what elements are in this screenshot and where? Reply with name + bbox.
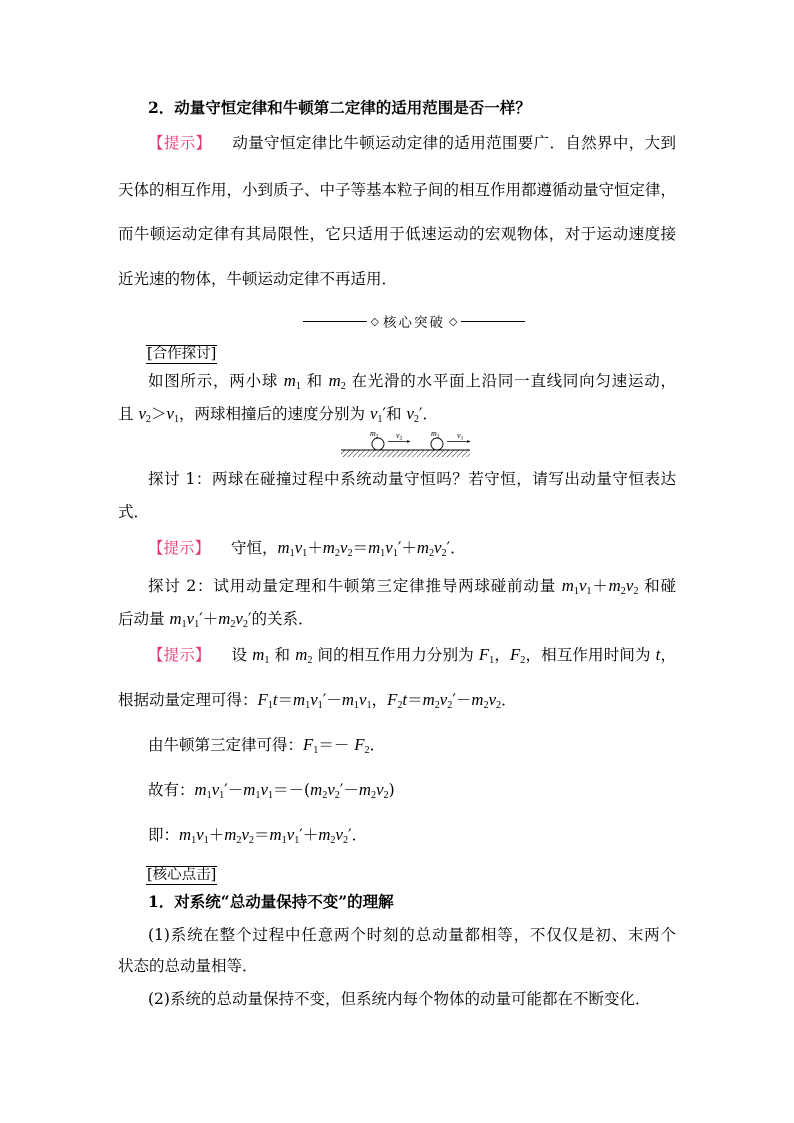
math-symbol: v — [310, 690, 318, 709]
text-run: 守恒， — [231, 539, 278, 557]
diamond-icon: ◇ — [370, 314, 379, 328]
subscript: 2 — [364, 744, 370, 756]
text-run: 故有： — [148, 781, 195, 799]
subscript: 2 — [230, 618, 236, 630]
math-symbol: v — [369, 404, 378, 423]
subscript: 1 — [264, 654, 270, 666]
math-symbol: v — [406, 404, 414, 423]
text-run: 探讨 1：两球在碰撞过程中系统动量守恒吗？若守恒，请写出动量守恒表达 — [148, 470, 676, 488]
subscript: 2 — [340, 380, 346, 392]
math-symbol: v — [196, 825, 204, 844]
subscript: 2 — [248, 834, 255, 846]
subscript: 2 — [483, 699, 489, 711]
subscript: 1 — [295, 380, 301, 392]
discussion-question-line — [118, 502, 149, 522]
math-symbol: v — [241, 825, 249, 844]
subscript: 2 — [342, 834, 349, 846]
text-run: 而牛顿运动定律有其局限性，它只适用于低速运动的宏观物体，对于运动速度接 — [118, 225, 676, 243]
key-point-line — [148, 925, 676, 945]
discussion-question-line — [148, 576, 676, 596]
question-title: 2．动量守恒定律和牛顿第二定律的适用范围是否一样？ — [148, 98, 531, 117]
subscript: 1 — [219, 789, 225, 801]
subscript: 2 — [447, 699, 453, 711]
math-symbol: m — [608, 576, 621, 595]
math-symbol: v — [488, 690, 497, 709]
text-run: ＋ — [208, 826, 225, 844]
math-symbol: m — [295, 645, 308, 664]
subscript: 2 — [520, 654, 526, 666]
subscript: 2 — [145, 413, 151, 425]
text-run: ′和 — [382, 405, 407, 423]
subscript: 1 — [489, 654, 495, 666]
text-run: 和 — [300, 372, 329, 390]
hint-tag: 【提示】 — [148, 539, 211, 557]
text-run: 由牛顿第三定律可得： — [148, 736, 304, 754]
math-symbol: m — [293, 690, 306, 709]
text-run: ＝ — [352, 539, 369, 557]
text-run: ′－ — [322, 691, 342, 709]
section-divider — [303, 311, 525, 331]
diamond-icon: ◇ — [449, 314, 458, 328]
subscript: 1 — [294, 834, 300, 846]
math-symbol: m — [277, 538, 290, 557]
hint-tag: 【提示】 — [148, 646, 211, 664]
math-symbol: m — [561, 576, 574, 595]
math-symbol: m — [422, 690, 435, 709]
math-symbol: m — [243, 780, 256, 799]
math-symbol: v — [385, 538, 393, 557]
discussion-intro-line — [148, 371, 676, 391]
discussion-question-line — [118, 609, 314, 629]
text-run: ′． — [446, 539, 466, 557]
math-symbol: v — [359, 690, 367, 709]
text-run: ＞ — [150, 405, 167, 423]
text-run: ， — [494, 646, 511, 664]
discussion-answer-line — [148, 825, 367, 845]
math-symbol: F — [354, 735, 365, 754]
subscript: 2 — [397, 699, 403, 711]
subscript: 1 — [191, 834, 197, 846]
math-symbol: t — [402, 690, 408, 709]
hint-line — [118, 269, 397, 289]
subscript: 1 — [353, 699, 360, 711]
discussion-answer-line — [148, 645, 676, 665]
subscript: 2 — [383, 789, 389, 801]
subscript: 1 — [173, 413, 180, 425]
text-run: ′． — [348, 826, 368, 844]
hint-tag: 【提示】 — [148, 134, 212, 152]
subscript: 2 — [370, 789, 377, 801]
ball-left — [372, 438, 384, 450]
subscript: 1 — [203, 834, 209, 846]
math-symbol: m — [471, 690, 484, 709]
math-symbol: m — [269, 825, 282, 844]
text-run: 设 — [231, 646, 253, 664]
subscript: 2 — [307, 654, 313, 666]
divider-rule-left — [303, 321, 367, 322]
text-run: (1)系统在整个过程中任意两个时刻的总动量都相等，不仅仅是初、末两个 — [148, 926, 676, 944]
math-symbol: m — [224, 825, 237, 844]
text-run: ′－ — [452, 691, 472, 709]
ball-right-velocity-label: v1 — [457, 431, 464, 442]
math-symbol: v — [434, 538, 442, 557]
text-run: 近光速的物体，牛顿运动定律不再适用． — [118, 270, 398, 288]
text-run: ＝－( — [273, 781, 311, 799]
math-symbol: v — [166, 404, 174, 423]
divider-rule-right — [461, 321, 525, 322]
math-symbol: m — [328, 371, 341, 390]
subscript: 2 — [334, 547, 340, 559]
text-run: ＝－ — [318, 736, 355, 754]
math-symbol: F — [387, 690, 398, 709]
text-run: ． — [369, 736, 386, 754]
key-point-line — [148, 989, 650, 1009]
math-symbol: m — [310, 780, 323, 799]
text-run: 根据动量定理可得： — [118, 691, 258, 709]
text-run: 后动量 — [118, 610, 170, 628]
subscript: 2 — [347, 547, 353, 559]
text-run: ′－ — [339, 781, 359, 799]
discussion-answer-line — [148, 735, 385, 755]
text-run: ＝ — [277, 691, 294, 709]
subscript: 1 — [366, 699, 372, 711]
collision-figure — [338, 427, 474, 461]
text-run: ，相互作用时间为 — [525, 646, 656, 664]
math-symbol: F — [478, 645, 490, 664]
math-symbol: v — [186, 609, 195, 628]
text-run: ′． — [419, 405, 439, 423]
key-points-title: 1．对系统“总动量保持不变”的理解 — [148, 892, 394, 911]
divider-label: 核心突破 — [383, 315, 445, 331]
math-symbol: v — [211, 780, 220, 799]
text-run: 状态的总动量相等． — [118, 957, 258, 975]
math-symbol: m — [416, 538, 429, 557]
text-run: 动量守恒定律比牛顿运动定律的适用范围要广．自然界中，大到 — [232, 134, 676, 152]
subscript: 1 — [317, 699, 323, 711]
math-symbol: m — [318, 825, 331, 844]
math-symbol: v — [376, 780, 384, 799]
discussion-answer-line — [118, 690, 517, 710]
math-symbol: F — [303, 735, 314, 754]
math-symbol: m — [368, 538, 381, 557]
subscript: 1 — [302, 547, 308, 559]
subscript: 1 — [289, 547, 295, 559]
hint-line — [118, 180, 676, 200]
text-run: ＝ — [407, 691, 423, 709]
ball-right-mass-label: m1 — [431, 429, 440, 440]
text-run: ′＋ — [397, 539, 417, 557]
text-run: 和碰 — [638, 577, 676, 595]
subscript: 1 — [206, 789, 212, 801]
math-symbol: t — [655, 645, 661, 664]
subscript: 2 — [496, 699, 502, 711]
subscript: 1 — [380, 547, 386, 559]
math-symbol: F — [257, 690, 268, 709]
text-run: (2)系统的总动量保持不变，但系统内每个物体的动量可能都在不断变化． — [148, 990, 651, 1008]
text-run: ′＋ — [299, 826, 319, 844]
hint-line — [148, 133, 676, 153]
subscript: 2 — [330, 834, 336, 846]
key-point-line — [118, 956, 258, 976]
subscript: 2 — [322, 789, 328, 801]
text-run: 探讨 2：试用动量定理和牛顿第三定律推导两球碰前动量 — [148, 577, 562, 595]
subscript: 1 — [586, 585, 592, 597]
text-run: ＋ — [591, 577, 609, 595]
discussion-answer-line — [148, 538, 466, 558]
math-symbol: v — [578, 576, 587, 595]
subscript: 1 — [281, 834, 287, 846]
text-run: 如图所示，两小球 — [148, 372, 284, 390]
subscript: 2 — [334, 789, 340, 801]
subscript: 1 — [377, 413, 383, 425]
math-symbol: v — [439, 690, 448, 709]
math-symbol: m — [322, 538, 335, 557]
math-symbol: v — [286, 825, 295, 844]
math-symbol: v — [235, 609, 243, 628]
math-symbol: v — [327, 780, 335, 799]
math-symbol: v — [138, 404, 146, 423]
discussion-intro-line — [118, 404, 438, 424]
subscript: 1 — [392, 547, 398, 559]
subscript: 2 — [242, 618, 248, 630]
math-symbol: m — [194, 780, 207, 799]
text-run: ′的关系． — [247, 610, 314, 628]
ball-left-velocity-label: v2 — [396, 431, 403, 442]
math-symbol: m — [252, 645, 265, 664]
subscript: 1 — [313, 744, 319, 756]
subscript: 1 — [194, 618, 200, 630]
text-run: ， — [371, 691, 388, 709]
text-run: ． — [501, 691, 517, 709]
text-run: 和 — [269, 646, 296, 664]
text-run: ′＋ — [199, 610, 219, 628]
text-run: ，两球相撞后的速度分别为 — [179, 405, 370, 423]
math-symbol: m — [179, 825, 192, 844]
text-run: 天体的相互作用，小到质子、中子等基本粒子间的相互作用都遵循动量守恒定律， — [118, 181, 677, 199]
math-symbol: m — [169, 609, 182, 628]
subscript: 1 — [267, 699, 273, 711]
key-points-heading: [核心点击] — [147, 867, 217, 883]
text-run: ) — [388, 781, 395, 799]
math-symbol: m — [358, 780, 371, 799]
subscript: 2 — [428, 547, 435, 559]
subscript: 1 — [573, 585, 579, 597]
math-symbol: v — [294, 538, 303, 557]
ball-right — [431, 438, 443, 450]
hint-line — [118, 224, 676, 244]
text-run: ＝ — [254, 826, 270, 844]
math-symbol: t — [272, 690, 278, 709]
text-run: ， — [660, 646, 676, 664]
math-symbol: v — [335, 825, 343, 844]
subscript: 2 — [633, 585, 639, 597]
subscript: 2 — [441, 547, 447, 559]
subscript: 2 — [434, 699, 440, 711]
math-symbol: v — [260, 780, 268, 799]
text-run: 在光滑的水平面上沿同一直线同向匀速运动， — [345, 372, 676, 390]
text-run: ′－ — [224, 781, 244, 799]
text-run: 且 — [118, 405, 139, 423]
math-symbol: F — [510, 645, 521, 664]
subscript: 1 — [305, 699, 311, 711]
discussion-answer-line — [148, 780, 395, 800]
text-run: 即： — [148, 826, 180, 844]
subscript: 2 — [620, 585, 626, 597]
subscript: 1 — [255, 789, 261, 801]
text-run: ＋ — [307, 539, 323, 557]
subscript: 1 — [267, 789, 274, 801]
subscript: 2 — [413, 413, 420, 425]
math-symbol: m — [218, 609, 231, 628]
subscript: 2 — [236, 834, 242, 846]
discussion-heading: [合作探讨] — [147, 346, 217, 362]
subscript: 1 — [181, 618, 187, 630]
math-symbol: v — [340, 538, 348, 557]
ball-left-mass-label: m2 — [370, 429, 379, 440]
math-symbol: m — [341, 690, 354, 709]
text-run: 间的相互作用力分别为 — [312, 646, 479, 664]
math-symbol: v — [625, 576, 634, 595]
ground-hatching — [341, 450, 470, 457]
math-symbol: m — [283, 371, 296, 390]
discussion-question-line — [148, 469, 676, 489]
text-run: 式． — [118, 503, 150, 521]
